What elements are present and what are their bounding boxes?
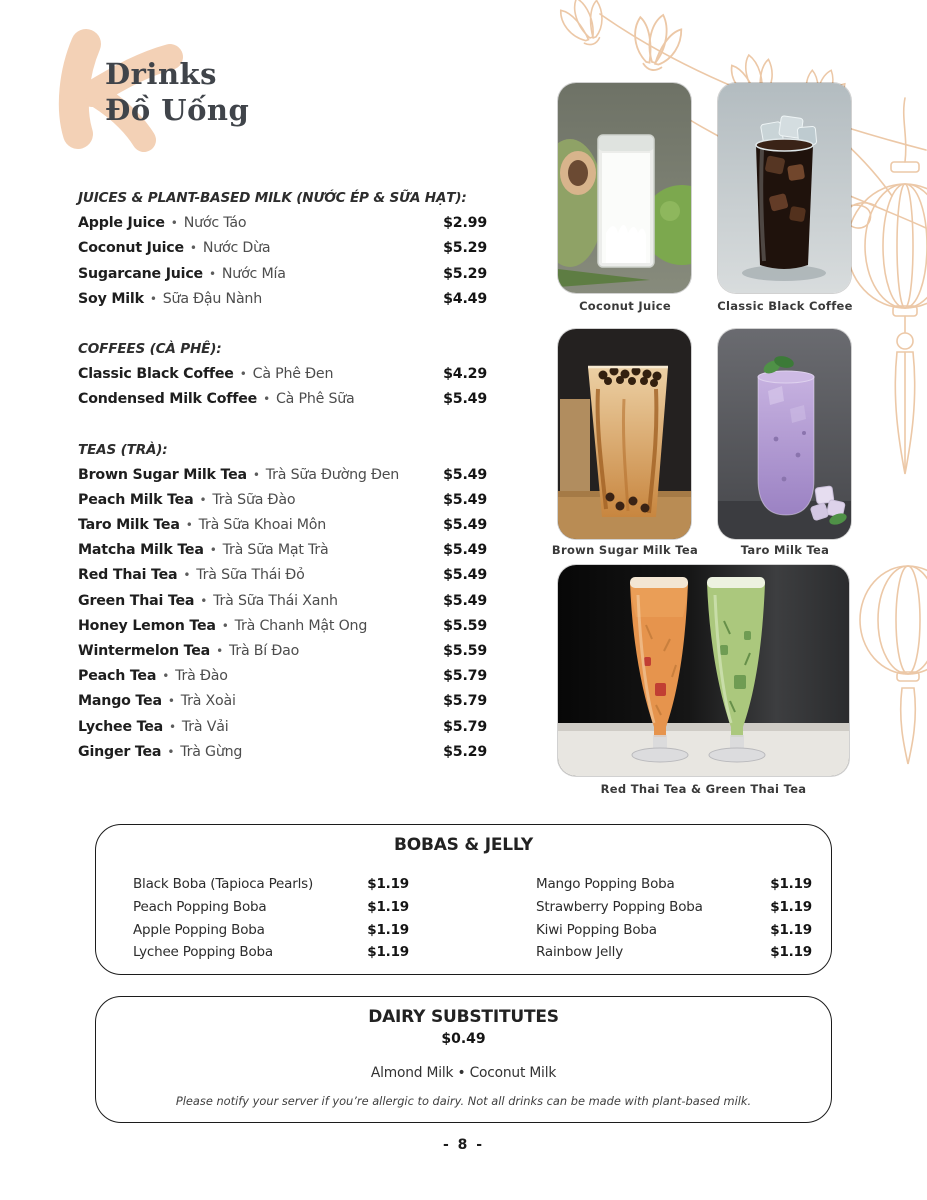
item-price: $4.29 [443, 366, 487, 383]
item-name: Taro Milk Tea [78, 517, 180, 534]
boba-item-label: Peach Popping Boba [133, 898, 267, 915]
menu-item-text [78, 262, 286, 287]
bullet-separator [180, 517, 199, 533]
photo-brown-sugar-milk-tea [558, 329, 691, 539]
item-price: $5.59 [443, 643, 487, 659]
item-name: Matcha Milk Tea [78, 542, 204, 559]
page-number: - 8 - [442, 1137, 485, 1153]
boba-item-row [133, 919, 409, 942]
item-name-vietnamese: Cà Phê Đen [252, 366, 334, 383]
section-heading: JUICES & PLANT-BASED MILK (NƯỚC ÉP & SỮA HẠT): [78, 190, 467, 206]
boba-item-label: Lychee Popping Boba [133, 944, 273, 961]
boba-item-row [536, 941, 812, 964]
bobas-jelly-box [95, 824, 832, 975]
bullet-separator [193, 492, 212, 508]
page-title-en: Drinks [105, 57, 217, 91]
bobas-box-title: BOBAS & JELLY [393, 835, 534, 855]
menu-item-row [78, 639, 487, 664]
menu-item-text [78, 689, 236, 714]
item-name-vietnamese: Trà Xoài [180, 693, 236, 710]
menu-item-row [78, 236, 487, 261]
photo-coconut-juice [558, 83, 691, 293]
menu-item-row [78, 689, 487, 714]
item-name-vietnamese: Trà Sữa Thái Xanh [213, 592, 338, 609]
boba-item-price: $1.19 [770, 944, 812, 961]
dairy-allergy-note: Please notify your server if you’re allergic to dairy. Not all drinks can be made with plant-based milk. [175, 1094, 752, 1108]
dairy-box-title: DAIRY SUBSTITUTES [368, 1007, 559, 1027]
menu-item-text [78, 715, 228, 740]
item-name-vietnamese: Nước Dừa [202, 240, 271, 257]
photo-taro-milk-tea [718, 329, 851, 539]
photo-red-green-thai-tea [558, 565, 849, 776]
menu-item-row [78, 488, 487, 513]
bullet-separator [234, 366, 253, 382]
dairy-substitutes-box [95, 996, 832, 1123]
bullet-separator [165, 215, 184, 231]
photo-classic-black-coffee [718, 83, 851, 293]
page-title-vi: Đồ Uống [105, 93, 250, 127]
menu-sections [78, 186, 487, 790]
item-name: Classic Black Coffee [78, 366, 234, 383]
boba-item-label: Rainbow Jelly [536, 944, 624, 961]
caption-classic-black-coffee: Classic Black Coffee [717, 299, 853, 313]
caption-taro-milk-tea: Taro Milk Tea [740, 543, 830, 557]
item-price: $5.29 [443, 240, 487, 257]
boba-item-price: $1.19 [367, 944, 409, 961]
menu-item-row [78, 563, 487, 588]
menu-item-text [78, 362, 333, 387]
item-price: $5.29 [443, 743, 487, 760]
boba-item-label: Strawberry Popping Boba [536, 898, 703, 915]
boba-item-price: $1.19 [367, 921, 409, 938]
item-price: $5.49 [443, 491, 487, 508]
menu-item-text [78, 639, 299, 664]
boba-item-row [536, 873, 812, 896]
menu-item-row [78, 614, 487, 639]
item-price: $5.59 [443, 617, 487, 634]
menu-item-text [78, 488, 295, 513]
item-name-vietnamese: Trà Sữa Đường Đen [265, 466, 400, 483]
menu-section [78, 186, 487, 312]
menu-item-text [78, 614, 367, 639]
item-name-vietnamese: Cà Phê Sữa [275, 391, 355, 408]
bullet-separator [162, 693, 181, 709]
item-price: $5.79 [443, 668, 487, 685]
item-price: $5.49 [443, 592, 487, 609]
boba-item-label: Black Boba (Tapioca Pearls) [133, 876, 314, 892]
item-name: Ginger Tea [78, 743, 162, 760]
boba-item-row [133, 941, 409, 964]
section-heading: TEAS (TRÀ): [78, 441, 168, 458]
bullet-separator [184, 240, 203, 256]
boba-item-price: $1.19 [770, 876, 812, 892]
bullet-separator [156, 668, 175, 684]
menu-item-text [78, 387, 355, 412]
boba-item-row [536, 919, 812, 942]
item-price: $5.49 [443, 466, 487, 483]
menu-item-text [78, 463, 399, 488]
bullet-separator [161, 744, 180, 760]
item-name: Peach Tea [78, 668, 157, 685]
item-name: Honey Lemon Tea [78, 617, 216, 634]
item-name-vietnamese: Trà Vải [181, 718, 229, 735]
menu-item-text [78, 236, 270, 261]
menu-item-row [78, 463, 487, 488]
bullet-separator [216, 618, 235, 634]
boba-item-row [133, 896, 409, 919]
bullet-separator [203, 266, 222, 282]
menu-item-text [78, 589, 338, 614]
item-price: $5.29 [443, 265, 487, 282]
boba-item-price: $1.19 [770, 921, 812, 938]
menu-item-row [78, 589, 487, 614]
menu-section [78, 438, 487, 765]
bullet-separator [144, 291, 163, 307]
menu-item-text [78, 287, 262, 312]
menu-item-text [78, 740, 242, 765]
bullet-separator [210, 643, 229, 659]
item-price: $5.79 [443, 693, 487, 710]
item-name-vietnamese: Trà Sữa Khoai Môn [198, 517, 327, 534]
menu-item-row [78, 664, 487, 689]
menu-section [78, 337, 487, 413]
menu-item-row [78, 362, 487, 387]
item-name-vietnamese: Trà Đào [175, 668, 228, 685]
item-name-vietnamese: Nước Mía [221, 265, 286, 282]
menu-item-text [78, 538, 329, 563]
item-name: Condensed Milk Coffee [78, 391, 258, 408]
item-name-vietnamese: Trà Gừng [180, 743, 243, 760]
item-name-vietnamese: Trà Chanh Mật Ong [234, 617, 368, 634]
item-name: Soy Milk [78, 290, 144, 307]
menu-item-text [78, 563, 305, 588]
item-name-vietnamese: Trà Sữa Đào [212, 491, 296, 508]
menu-item-text [78, 513, 326, 538]
menu-item-row [78, 740, 487, 765]
item-price: $4.49 [443, 290, 487, 307]
item-price: $5.79 [443, 718, 487, 735]
menu-item-row [78, 538, 487, 563]
item-name: Red Thai Tea [78, 567, 178, 584]
item-name-vietnamese: Nước Táo [183, 215, 247, 232]
page-title [105, 56, 249, 128]
menu-item-text [78, 664, 228, 689]
bullet-separator [194, 593, 213, 609]
item-name-vietnamese: Sữa Đậu Nành [162, 290, 263, 307]
menu-item-row [78, 262, 487, 287]
bullet-separator [204, 542, 223, 558]
menu-item-row [78, 211, 487, 236]
bullet-separator [257, 391, 276, 407]
dairy-price: $0.49 [441, 1031, 486, 1047]
dairy-options: Almond Milk • Coconut Milk [370, 1065, 557, 1081]
boba-item-price: $1.19 [367, 898, 409, 915]
item-price: $5.49 [443, 542, 487, 559]
caption-brown-sugar-milk-tea: Brown Sugar Milk Tea [551, 543, 699, 557]
boba-item-row [536, 896, 812, 919]
menu-item-row [78, 387, 487, 412]
bullet-separator [177, 567, 196, 583]
boba-column-1 [536, 873, 812, 964]
caption-red-green-thai-tea: Red Thai Tea & Green Thai Tea [600, 782, 807, 796]
item-price: $5.49 [443, 391, 487, 408]
item-name: Peach Milk Tea [78, 491, 194, 508]
item-name: Lychee Tea [78, 718, 164, 735]
boba-item-label: Mango Popping Boba [536, 876, 675, 892]
bullet-separator [163, 719, 182, 735]
boba-item-label: Kiwi Popping Boba [536, 921, 657, 938]
item-name-vietnamese: Trà Bí Đao [228, 643, 300, 659]
item-name: Sugarcane Juice [78, 265, 203, 282]
boba-item-price: $1.19 [770, 898, 812, 915]
bullet-separator [247, 467, 266, 483]
boba-item-label: Apple Popping Boba [133, 921, 265, 938]
item-name: Brown Sugar Milk Tea [78, 466, 247, 483]
menu-item-row [78, 715, 487, 740]
item-name: Mango Tea [78, 693, 162, 710]
boba-item-row [133, 873, 409, 896]
boba-column-0 [133, 873, 409, 964]
item-price: $2.99 [443, 215, 487, 232]
boba-item-price: $1.19 [367, 876, 409, 892]
item-name-vietnamese: Trà Sữa Mạt Trà [222, 542, 329, 559]
section-heading: COFFEES (CÀ PHÊ): [78, 340, 222, 357]
item-price: $5.49 [443, 517, 487, 534]
item-name: Green Thai Tea [78, 592, 195, 609]
item-name-vietnamese: Trà Sữa Thái Đỏ [196, 567, 305, 584]
caption-coconut-juice: Coconut Juice [579, 299, 671, 313]
item-name: Wintermelon Tea [78, 643, 211, 659]
menu-item-row [78, 513, 487, 538]
item-price: $5.49 [443, 567, 487, 584]
menu-item-text [78, 211, 246, 236]
item-name: Coconut Juice [78, 240, 184, 257]
item-name: Apple Juice [78, 215, 165, 232]
menu-item-row [78, 287, 487, 312]
